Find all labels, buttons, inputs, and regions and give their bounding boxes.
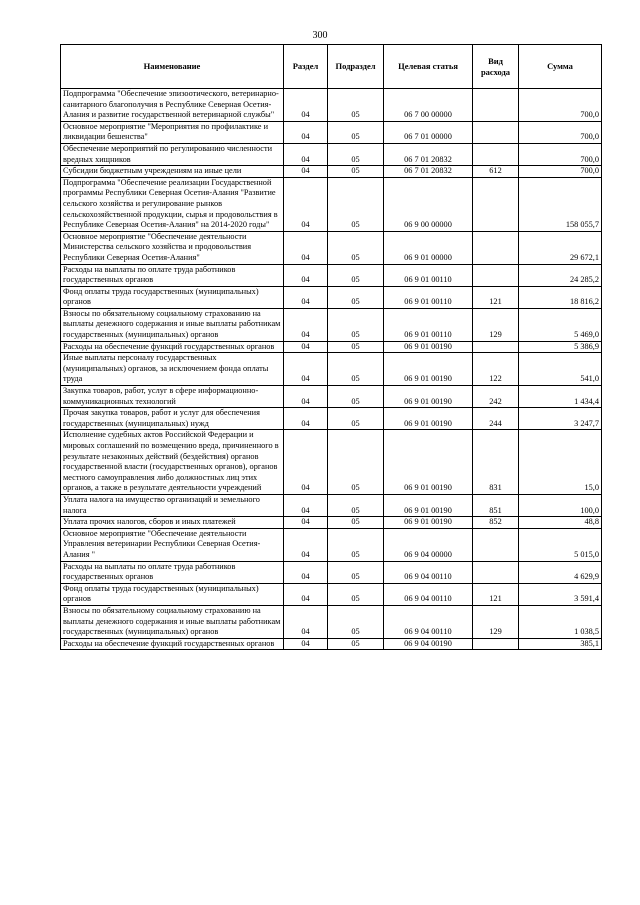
- cell-sum: 5 015,0: [519, 528, 602, 561]
- table-row: [61, 143, 602, 165]
- cell-sum: 1 434,4: [519, 386, 602, 408]
- cell-sum: 5 469,0: [519, 308, 602, 341]
- cell-vid: [473, 143, 519, 165]
- cell-vid: 242: [473, 386, 519, 408]
- cell-target: 06 9 04 00000: [384, 528, 473, 561]
- cell-vid: [473, 177, 519, 231]
- cell-vid: [473, 341, 519, 353]
- cell-podrazdel: 05: [328, 638, 384, 650]
- cell-razdel: 04: [284, 583, 328, 605]
- cell-name: Расходы на выплаты по оплате труда работников государственных органов: [61, 264, 284, 286]
- table-row: [61, 605, 602, 638]
- table-row: [61, 528, 602, 561]
- cell-razdel: 04: [284, 341, 328, 353]
- cell-name: Основное мероприятие "Обеспечение деятельности Министерства сельского хозяйства и продовольствия Республики Северная Осетия-Алания": [61, 231, 284, 264]
- cell-sum: 29 672,1: [519, 231, 602, 264]
- table-row: [61, 121, 602, 143]
- cell-sum: 18 816,2: [519, 286, 602, 308]
- cell-target: 06 7 00 00000: [384, 89, 473, 122]
- cell-name: Расходы на выплаты по оплате труда работников государственных органов: [61, 561, 284, 583]
- cell-target: 06 9 01 00190: [384, 517, 473, 529]
- cell-name: Расходы на обеспечение функций государственных органов: [61, 638, 284, 650]
- table-row: [61, 386, 602, 408]
- cell-name: Взносы по обязательному социальному страхованию на выплаты денежного содержания и иные выплаты работникам государственных (муниципальных) органов: [61, 605, 284, 638]
- cell-podrazdel: 05: [328, 231, 384, 264]
- cell-vid: 121: [473, 583, 519, 605]
- cell-podrazdel: 05: [328, 308, 384, 341]
- cell-target: 06 9 01 00190: [384, 341, 473, 353]
- table-row: [61, 231, 602, 264]
- cell-sum: 15,0: [519, 430, 602, 495]
- cell-razdel: 04: [284, 286, 328, 308]
- cell-name: Фонд оплаты труда государственных (муниципальных) органов: [61, 286, 284, 308]
- header-target: Целевая статья: [384, 45, 473, 89]
- cell-target: 06 9 01 00190: [384, 408, 473, 430]
- cell-razdel: 04: [284, 264, 328, 286]
- cell-target: 06 9 01 00190: [384, 353, 473, 386]
- cell-razdel: 04: [284, 143, 328, 165]
- cell-target: 06 7 01 00000: [384, 121, 473, 143]
- cell-podrazdel: 05: [328, 353, 384, 386]
- cell-sum: 700,0: [519, 143, 602, 165]
- cell-vid: 129: [473, 308, 519, 341]
- budget-table: [60, 44, 602, 650]
- cell-vid: [473, 264, 519, 286]
- cell-razdel: 04: [284, 166, 328, 178]
- cell-podrazdel: 05: [328, 166, 384, 178]
- cell-sum: 4 629,9: [519, 561, 602, 583]
- cell-sum: 48,8: [519, 517, 602, 529]
- cell-sum: 700,0: [519, 89, 602, 122]
- cell-vid: 852: [473, 517, 519, 529]
- cell-razdel: 04: [284, 121, 328, 143]
- table-row: [61, 166, 602, 178]
- table-row: [61, 430, 602, 495]
- cell-sum: 100,0: [519, 494, 602, 516]
- cell-podrazdel: 05: [328, 264, 384, 286]
- cell-podrazdel: 05: [328, 605, 384, 638]
- cell-vid: 851: [473, 494, 519, 516]
- cell-razdel: 04: [284, 308, 328, 341]
- cell-sum: 3 247,7: [519, 408, 602, 430]
- cell-name: Расходы на обеспечение функций государственных органов: [61, 341, 284, 353]
- cell-sum: 158 055,7: [519, 177, 602, 231]
- cell-name: Уплата налога на имущество организаций и земельного налога: [61, 494, 284, 516]
- table-row: [61, 638, 602, 650]
- table-row: [61, 561, 602, 583]
- cell-podrazdel: 05: [328, 89, 384, 122]
- cell-podrazdel: 05: [328, 430, 384, 495]
- cell-razdel: 04: [284, 408, 328, 430]
- table-header-row: [61, 45, 602, 89]
- cell-podrazdel: 05: [328, 583, 384, 605]
- header-vid: Вид расхода: [473, 45, 519, 89]
- cell-target: 06 9 04 00110: [384, 605, 473, 638]
- cell-target: 06 9 04 00110: [384, 583, 473, 605]
- cell-target: 06 9 01 00190: [384, 386, 473, 408]
- cell-podrazdel: 05: [328, 177, 384, 231]
- cell-razdel: 04: [284, 430, 328, 495]
- table-row: [61, 89, 602, 122]
- cell-name: Уплата прочих налогов, сборов и иных платежей: [61, 517, 284, 529]
- cell-sum: 385,1: [519, 638, 602, 650]
- cell-razdel: 04: [284, 89, 328, 122]
- cell-target: 06 9 00 00000: [384, 177, 473, 231]
- cell-vid: [473, 231, 519, 264]
- cell-sum: 700,0: [519, 121, 602, 143]
- cell-razdel: 04: [284, 638, 328, 650]
- cell-podrazdel: 05: [328, 408, 384, 430]
- cell-podrazdel: 05: [328, 528, 384, 561]
- cell-target: 06 7 01 20832: [384, 143, 473, 165]
- cell-target: 06 9 01 00190: [384, 430, 473, 495]
- table-row: [61, 517, 602, 529]
- cell-vid: 122: [473, 353, 519, 386]
- cell-vid: [473, 528, 519, 561]
- cell-vid: [473, 561, 519, 583]
- cell-sum: 24 285,2: [519, 264, 602, 286]
- table-row: [61, 286, 602, 308]
- cell-razdel: 04: [284, 605, 328, 638]
- cell-name: Иные выплаты персоналу государственных (муниципальных) органов, за исключением фонда оплаты труда: [61, 353, 284, 386]
- cell-vid: 612: [473, 166, 519, 178]
- cell-name: Подпрограмма "Обеспечение реализации Государственной программы Республики Северная Осетия-Алания "Развитие сельского хозяйства и регулирование рынков сельскохозяйственной продукции, сырья и продовольствия в Республике Северная Осетия-Алания" на 2014-2020 годы": [61, 177, 284, 231]
- cell-razdel: 04: [284, 517, 328, 529]
- cell-podrazdel: 05: [328, 517, 384, 529]
- cell-name: Прочая закупка товаров, работ и услуг для обеспечения государственных (муниципальных) нужд: [61, 408, 284, 430]
- cell-name: Подпрограмма "Обеспечение эпизоотического, ветеринарно-санитарного благополучия в Республике Северная Осетия-Алания и развитие государственной ветеринарной службы": [61, 89, 284, 122]
- cell-podrazdel: 05: [328, 143, 384, 165]
- cell-name: Основное мероприятие "Обеспечение деятельности Управления ветеринарии Республики Северная Осетия-Алания ": [61, 528, 284, 561]
- table-row: [61, 583, 602, 605]
- cell-razdel: 04: [284, 386, 328, 408]
- cell-target: 06 9 01 00110: [384, 286, 473, 308]
- cell-vid: 831: [473, 430, 519, 495]
- cell-target: 06 9 01 00190: [384, 494, 473, 516]
- header-sum: Сумма: [519, 45, 602, 89]
- cell-podrazdel: 05: [328, 341, 384, 353]
- table-row: [61, 341, 602, 353]
- cell-podrazdel: 05: [328, 494, 384, 516]
- cell-target: 06 9 01 00000: [384, 231, 473, 264]
- table-row: [61, 177, 602, 231]
- table-row: [61, 494, 602, 516]
- cell-name: Исполнение судебных актов Российской Федерации и мировых соглашений по возмещению вреда, причиненного в результате незаконных действий (бездействия) органов государственной власти (государственных органов), органов местного самоуправления либо должностных лиц этих органов, а также в результате деятельности учреждений: [61, 430, 284, 495]
- cell-target: 06 7 01 20832: [384, 166, 473, 178]
- table-row: [61, 264, 602, 286]
- cell-name: Основное мероприятие "Мероприятия по профилактике и ликвидации бешенства": [61, 121, 284, 143]
- table-row: [61, 408, 602, 430]
- cell-sum: 3 591,4: [519, 583, 602, 605]
- cell-razdel: 04: [284, 528, 328, 561]
- header-podrazdel: Подраздел: [328, 45, 384, 89]
- cell-vid: [473, 121, 519, 143]
- cell-razdel: 04: [284, 353, 328, 386]
- cell-sum: 5 386,9: [519, 341, 602, 353]
- cell-target: 06 9 04 00110: [384, 561, 473, 583]
- cell-razdel: 04: [284, 561, 328, 583]
- cell-target: 06 9 01 00110: [384, 308, 473, 341]
- cell-sum: 700,0: [519, 166, 602, 178]
- cell-vid: 121: [473, 286, 519, 308]
- cell-target: 06 9 04 00190: [384, 638, 473, 650]
- cell-podrazdel: 05: [328, 386, 384, 408]
- cell-name: Взносы по обязательному социальному страхованию на выплаты денежного содержания и иные выплаты работникам государственных (муниципальных) органов: [61, 308, 284, 341]
- cell-target: 06 9 01 00110: [384, 264, 473, 286]
- cell-vid: 244: [473, 408, 519, 430]
- cell-podrazdel: 05: [328, 121, 384, 143]
- cell-name: Обеспечение мероприятий по регулированию численности вредных хищников: [61, 143, 284, 165]
- cell-vid: [473, 89, 519, 122]
- cell-vid: [473, 638, 519, 650]
- cell-podrazdel: 05: [328, 561, 384, 583]
- cell-name: Фонд оплаты труда государственных (муниципальных) органов: [61, 583, 284, 605]
- table-row: [61, 353, 602, 386]
- cell-razdel: 04: [284, 231, 328, 264]
- cell-vid: 129: [473, 605, 519, 638]
- cell-podrazdel: 05: [328, 286, 384, 308]
- cell-name: Закупка товаров, работ, услуг в сфере информационно-коммуникационных технологий: [61, 386, 284, 408]
- cell-sum: 1 038,5: [519, 605, 602, 638]
- header-name: Наименование: [61, 45, 284, 89]
- cell-sum: 541,0: [519, 353, 602, 386]
- table-row: [61, 308, 602, 341]
- cell-name: Субсидии бюджетным учреждениям на иные цели: [61, 166, 284, 178]
- page-number: 300: [312, 30, 328, 41]
- header-razdel: Раздел: [284, 45, 328, 89]
- cell-razdel: 04: [284, 494, 328, 516]
- cell-razdel: 04: [284, 177, 328, 231]
